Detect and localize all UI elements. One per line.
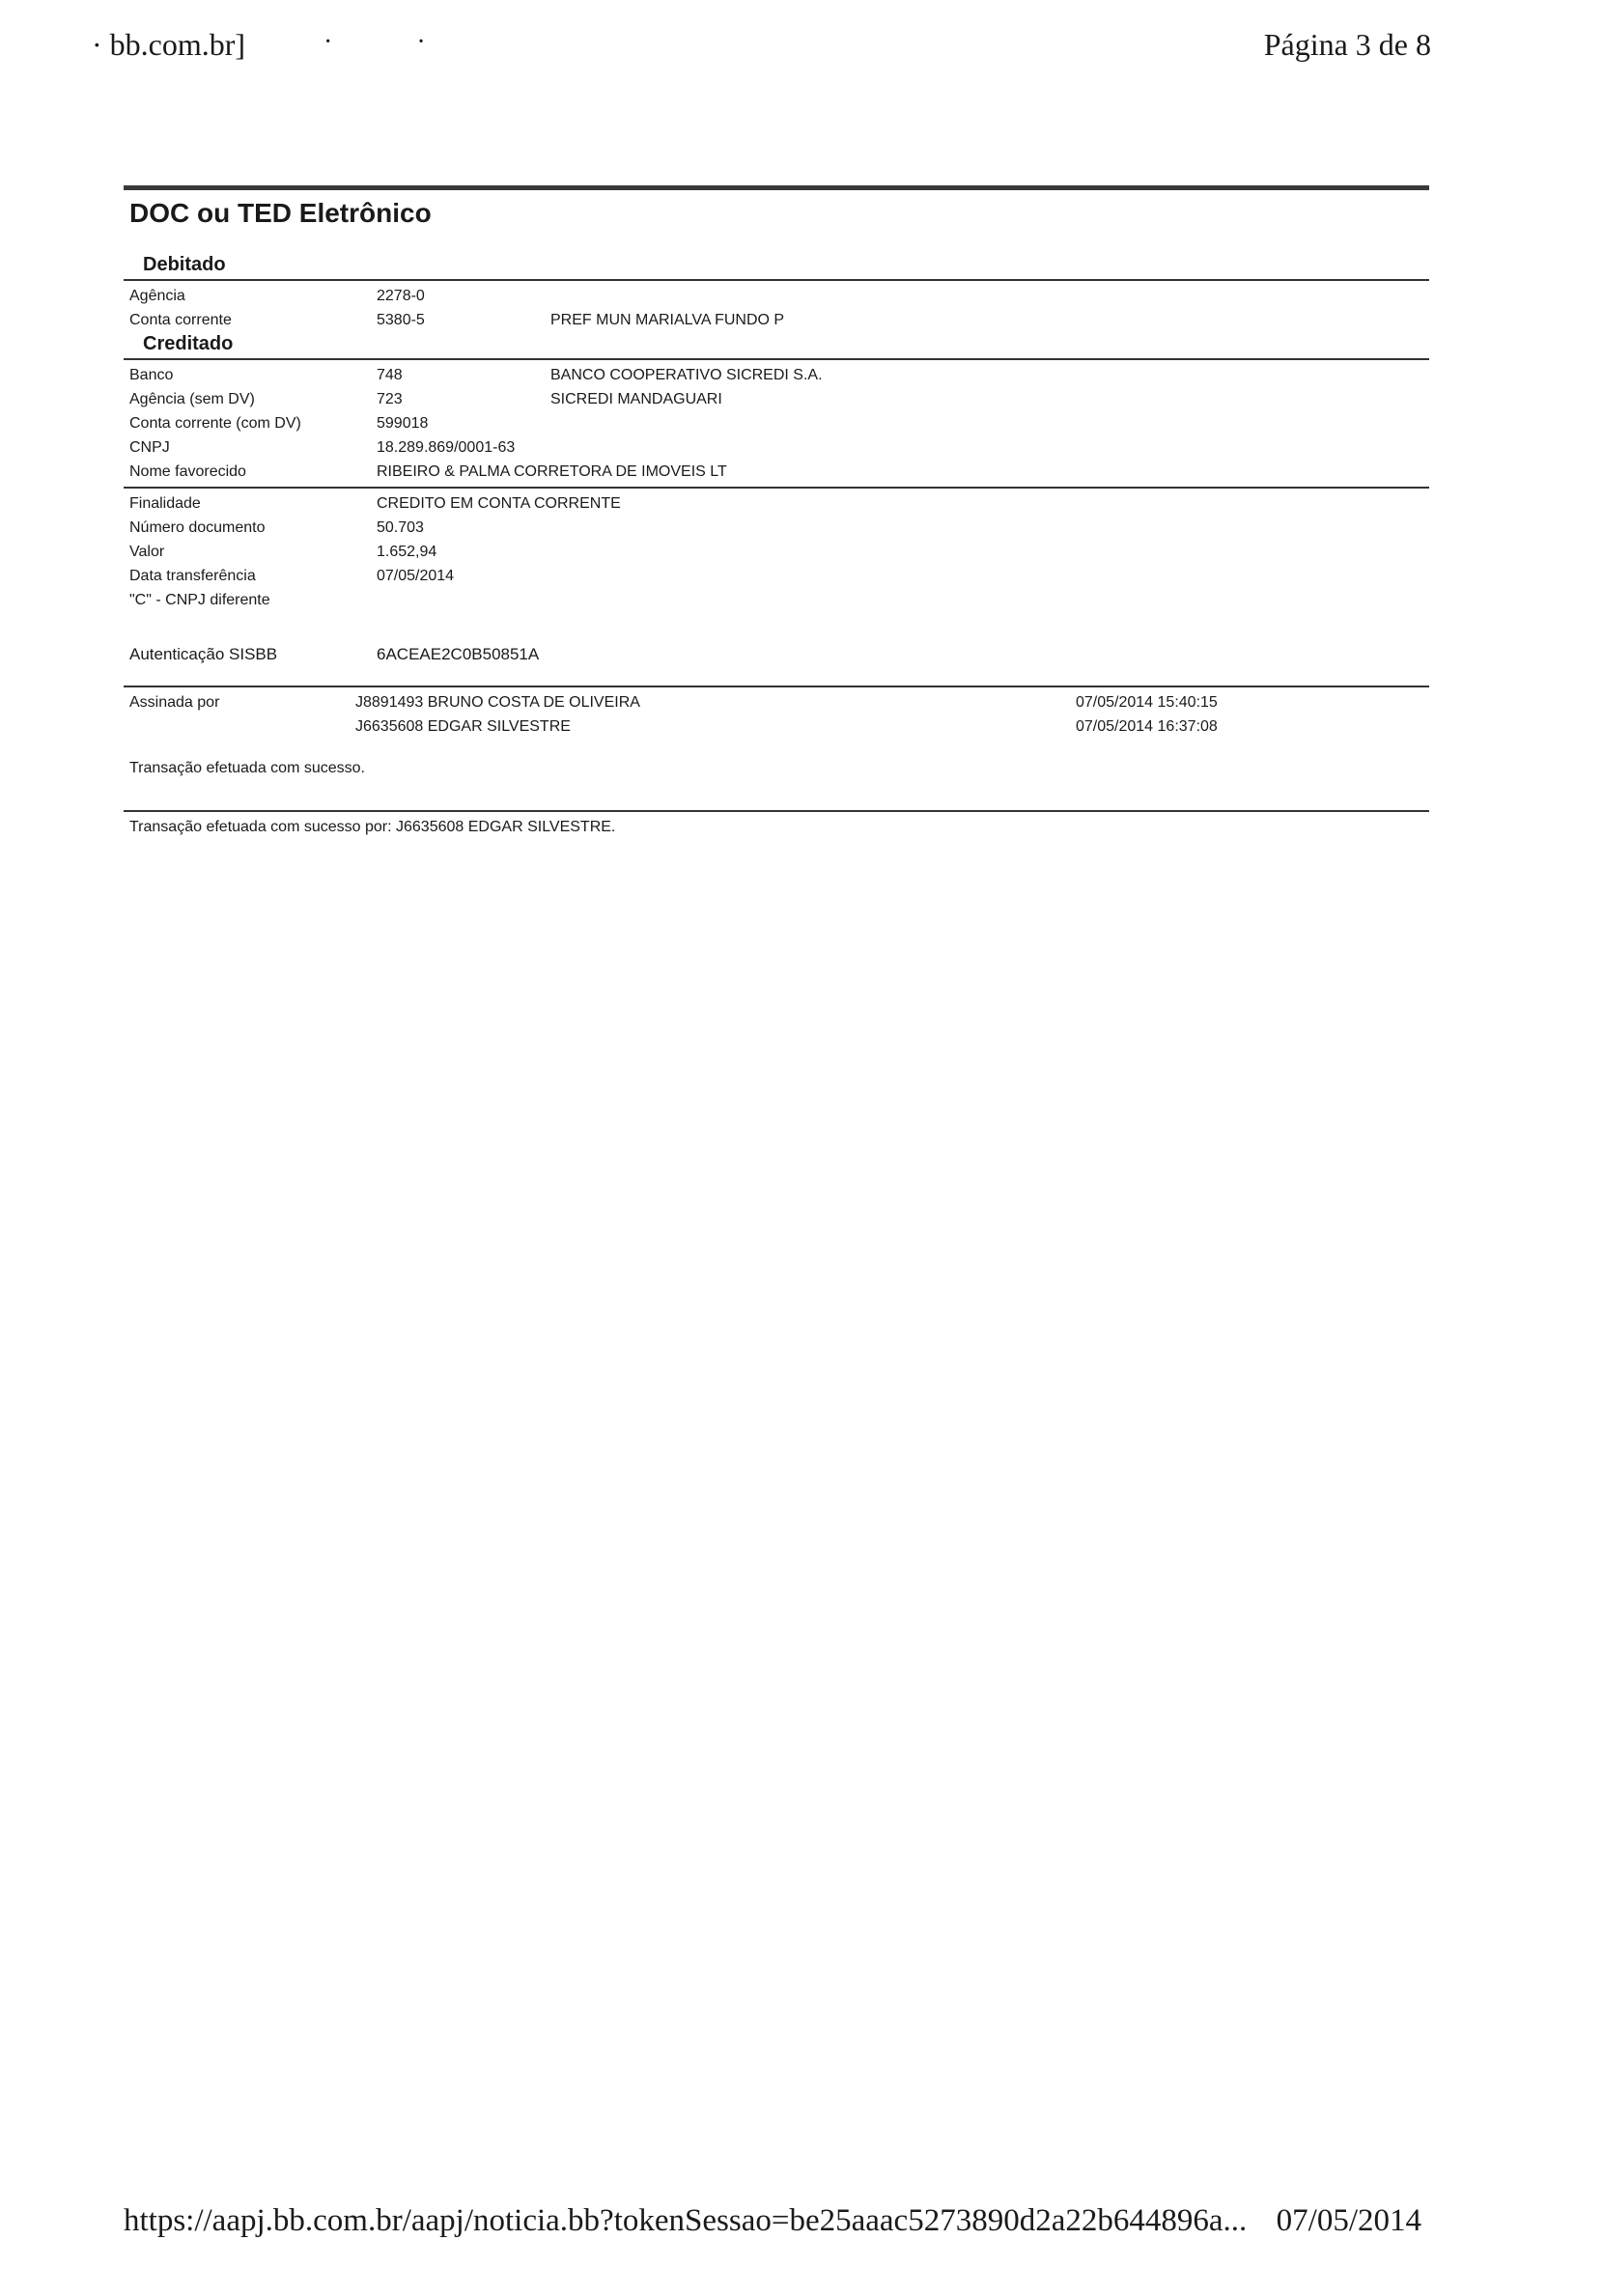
row-autenticacao bbox=[124, 642, 1429, 666]
divider bbox=[124, 358, 1429, 360]
value-name: PREF MUN MARIALVA FUNDO P bbox=[550, 312, 785, 328]
row-conta-credito bbox=[124, 412, 1429, 436]
receipt-title: DOC ou TED Eletrônico bbox=[129, 198, 432, 228]
top-rule bbox=[124, 185, 1429, 190]
row-finalidade bbox=[124, 492, 1429, 517]
value: 723 bbox=[377, 391, 403, 407]
label: "C" - CNPJ diferente bbox=[129, 591, 270, 608]
value-name: SICREDI MANDAGUARI bbox=[550, 391, 722, 407]
row-banco bbox=[124, 364, 1429, 388]
label: Autenticação SISBB bbox=[129, 644, 278, 663]
label: Nome favorecido bbox=[129, 463, 246, 480]
divider bbox=[124, 279, 1429, 281]
row-nome-favorecido bbox=[124, 461, 1429, 485]
label: Agência (sem DV) bbox=[129, 391, 255, 407]
row-status bbox=[124, 757, 1429, 781]
label: Banco bbox=[129, 367, 174, 383]
auth-code: 6ACEAE2C0B50851A bbox=[377, 644, 540, 663]
label: Valor bbox=[129, 543, 165, 560]
value: 18.289.869/0001-63 bbox=[377, 439, 516, 456]
value: 07/05/2014 bbox=[377, 567, 455, 584]
page-number: Página 3 de 8 bbox=[1263, 27, 1431, 62]
header-marks: · · bbox=[323, 27, 464, 57]
value: 50.703 bbox=[377, 518, 424, 536]
label: Conta corrente bbox=[129, 312, 232, 328]
creditado-title: Creditado bbox=[143, 333, 234, 354]
label: Conta corrente (com DV) bbox=[129, 415, 301, 432]
value: 599018 bbox=[377, 415, 429, 432]
row-numero-documento bbox=[124, 517, 1429, 541]
label: Assinada por bbox=[129, 693, 220, 711]
label: Data transferência bbox=[129, 567, 256, 584]
value: 2278-0 bbox=[377, 288, 425, 304]
value: RIBEIRO & PALMA CORRETORA DE IMOVEIS LT bbox=[377, 463, 727, 480]
row-assinatura-1 bbox=[124, 691, 1429, 715]
footer-date: 07/05/2014 bbox=[1276, 2203, 1421, 2238]
row-agencia-credito bbox=[124, 388, 1429, 412]
row-assinatura-2 bbox=[124, 715, 1429, 740]
row-cnpj bbox=[124, 436, 1429, 461]
value: 748 bbox=[377, 367, 403, 383]
value: 5380-5 bbox=[377, 312, 425, 328]
divider bbox=[124, 810, 1429, 812]
row-valor bbox=[124, 541, 1429, 565]
debitado-title: Debitado bbox=[143, 254, 226, 275]
signer: J6635608 EDGAR SILVESTRE bbox=[355, 717, 571, 735]
label: Número documento bbox=[129, 518, 266, 536]
signed-at: 07/05/2014 16:37:08 bbox=[1076, 717, 1218, 735]
signed-at: 07/05/2014 15:40:15 bbox=[1076, 693, 1218, 711]
label: Finalidade bbox=[129, 494, 201, 512]
receipt bbox=[124, 185, 1429, 840]
row-status-final bbox=[124, 816, 1429, 840]
footer-url: https://aapj.bb.com.br/aapj/noticia.bb?tokenSessao=be25aaac5273890d2a22b644896a... bbox=[124, 2203, 1248, 2238]
value: CREDITO EM CONTA CORRENTE bbox=[377, 494, 621, 512]
row-data-transferencia bbox=[124, 565, 1429, 589]
divider bbox=[124, 487, 1429, 489]
status-text: Transação efetuada com sucesso. bbox=[129, 759, 365, 776]
row-cnpj-diferente bbox=[124, 589, 1429, 613]
row-agencia-debito bbox=[124, 285, 1429, 309]
label: CNPJ bbox=[129, 439, 170, 456]
value: 1.652,94 bbox=[377, 543, 437, 560]
signer: J8891493 BRUNO COSTA DE OLIVEIRA bbox=[355, 693, 640, 711]
divider bbox=[124, 686, 1429, 687]
value-name: BANCO COOPERATIVO SICREDI S.A. bbox=[550, 367, 823, 383]
row-conta-debito bbox=[124, 309, 1429, 333]
header-source: · ⁠bb.com.br] bbox=[92, 27, 246, 62]
label: Agência bbox=[129, 288, 185, 304]
status-final-text: Transação efetuada com sucesso por: J6635608 EDGAR SILVESTRE. bbox=[129, 818, 616, 835]
